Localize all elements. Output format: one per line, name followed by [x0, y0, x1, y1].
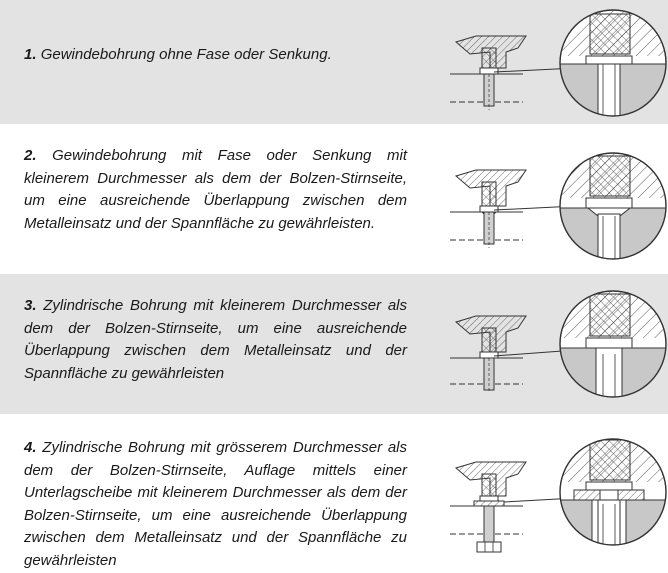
- clamp-illustration-svg: [448, 6, 668, 120]
- illustration-bore-large-washer: [448, 432, 668, 564]
- clamp-illustration-svg: [448, 150, 668, 272]
- instruction-number: 2.: [24, 147, 37, 164]
- instruction-row-4: [0, 414, 668, 569]
- instruction-description: Zylindrische Bohrung mit kleinerem Durchmesser als dem der Bolzen-Stirnseite, um eine ausreichende Überlappung zwischen dem Metalleinsatz und der Spannfläche zu gewährleisten: [24, 297, 407, 382]
- illustration-thread-chamfer: [448, 150, 668, 272]
- clamp-illustration-svg: [448, 432, 668, 564]
- instruction-number: 4.: [24, 439, 37, 456]
- illustration-thread-plain: [448, 6, 668, 120]
- instruction-row-1: [0, 0, 668, 124]
- instruction-text-4: [24, 437, 407, 573]
- instruction-description: Gewindebohrung ohne Fase oder Senkung.: [40, 46, 332, 63]
- instruction-text-2: [24, 145, 407, 235]
- instruction-description: Zylindrische Bohrung mit grösserem Durchmesser als dem der Bolzen-Stirnseite, Auflage mittels einer Unterlagscheibe mit kleinerem Durchmesser als dem der Bolzen-Stirnseite, um eine ausreichende Überlappung zwischen dem Metalleinsatz und der Spannfläche zu gewährleisten: [24, 439, 407, 569]
- illustration-bore-small: [448, 284, 668, 404]
- instruction-row-2: [0, 124, 668, 274]
- clamp-illustration-svg: [448, 284, 668, 404]
- instruction-number: 3.: [24, 297, 37, 314]
- instruction-text-3: [24, 295, 407, 385]
- instruction-description: Gewindebohrung mit Fase oder Senkung mit kleinerem Durchmesser als dem der Bolzen-Stirnseite, um eine ausreichende Überlappung zwischen dem Metalleinsatz und der Spannfläche zu gewährleisten.: [24, 147, 407, 232]
- instruction-text-1: [24, 44, 407, 67]
- instruction-number: 1.: [24, 46, 37, 63]
- instruction-row-3: [0, 274, 668, 414]
